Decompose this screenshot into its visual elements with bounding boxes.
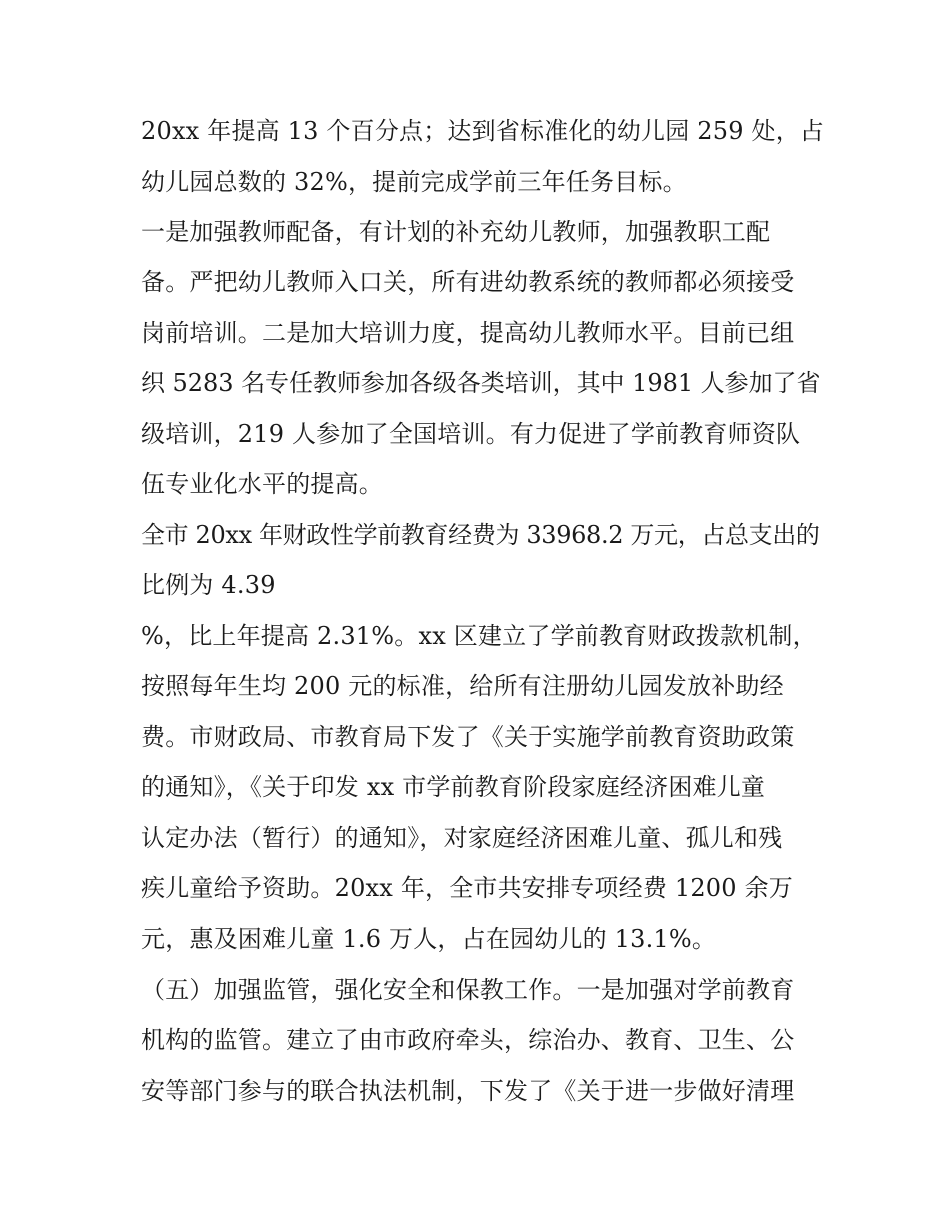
text-line: 元，惠及困难儿童 1.6 万人，占在园幼儿的 13.1%。 bbox=[141, 925, 717, 953]
text-line: 比例为 4.39 bbox=[141, 571, 276, 599]
text-line: %，比上年提高 2.31%。xx 区建立了学前教育财政拨款机制， bbox=[141, 622, 817, 650]
text-line: 全市 20xx 年财政性学前教育经费为 33968.2 万元，占总支出的 bbox=[141, 521, 820, 549]
text-line: 的通知》，《关于印发 xx 市学前教育阶段家庭经济困难儿童 bbox=[141, 773, 766, 801]
text-line: 费。市财政局、市教育局下发了《关于实施学前教育资助政策 bbox=[141, 723, 795, 751]
text-line: 伍专业化水平的提高。 bbox=[141, 470, 383, 498]
text-line: （五）加强监管，强化安全和保教工作。一是加强对学前教育 bbox=[141, 976, 795, 1004]
text-line: 认定办法（暂行）的通知》，对家庭经济困难儿童、孤儿和残 bbox=[141, 824, 783, 852]
text-line: 安等部门参与的联合执法机制，下发了《关于进一步做好清理 bbox=[141, 1077, 795, 1105]
text-line: 织 5283 名专任教师参加各级各类培训，其中 1981 人参加了省 bbox=[141, 369, 821, 397]
text-line: 疾儿童给予资助。20xx 年，全市共安排专项经费 1200 余万 bbox=[141, 874, 793, 902]
text-line: 岗前培训。二是加大培训力度，提高幼儿教师水平。目前已组 bbox=[141, 319, 795, 347]
text-line: 级培训，219 人参加了全国培训。有力促进了学前教育师资队 bbox=[141, 420, 801, 448]
text-line: 备。严把幼儿教师入口关，所有进幼教系统的教师都必须接受 bbox=[141, 268, 795, 296]
text-line: 幼儿园总数的 32%，提前完成学前三年任务目标。 bbox=[141, 168, 687, 196]
text-line: 20xx 年提高 13 个百分点；达到省标准化的幼儿园 259 处，占 bbox=[141, 117, 825, 145]
text-line: 机构的监管。建立了由市政府牵头，综治办、教育、卫生、公 bbox=[141, 1026, 795, 1054]
text-line: 一是加强教师配备，有计划的补充幼儿教师，加强教职工配 bbox=[141, 218, 771, 246]
text-line: 按照每年生均 200 元的标准，给所有注册幼儿园发放补助经 bbox=[141, 672, 784, 700]
